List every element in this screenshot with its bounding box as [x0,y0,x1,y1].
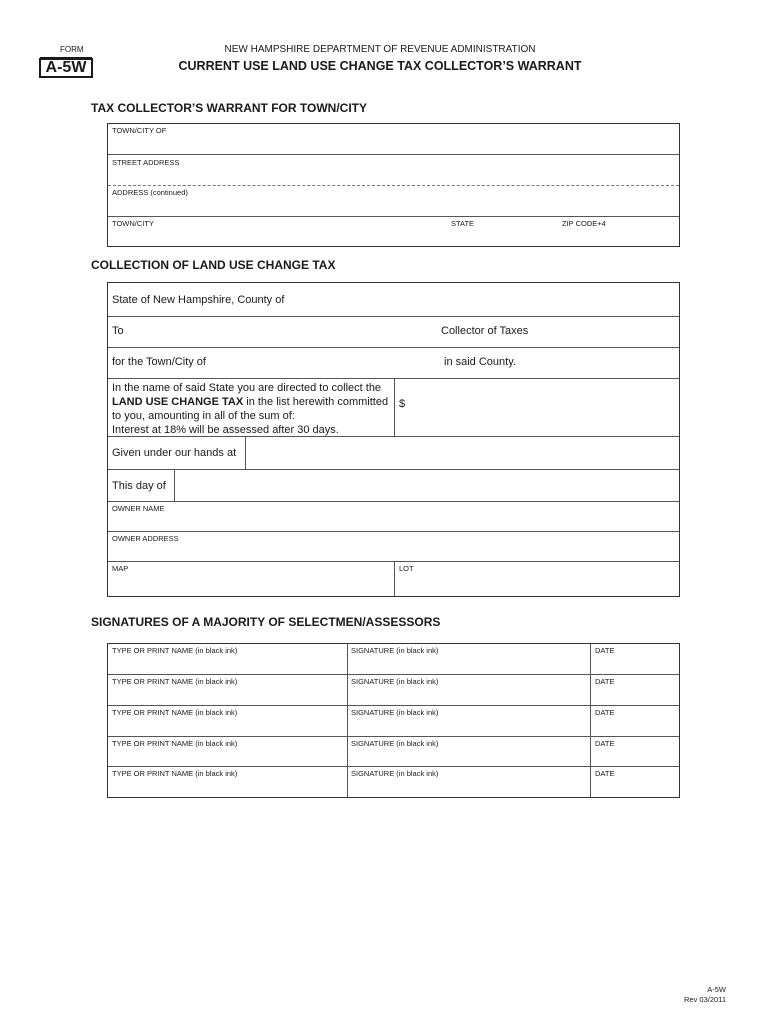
to-label: To [112,325,124,337]
state-county-label: State of New Hampshire, County of [112,294,285,306]
given-under-field[interactable] [246,437,679,469]
print-name-field[interactable] [108,706,347,736]
address-continued-field[interactable] [108,186,679,217]
date-label: DATE [595,677,615,686]
directive-line-2-rest: in the list herewith committed [243,396,389,408]
given-under-row [108,437,679,470]
town-city-of-label: TOWN/CITY OF [112,126,167,135]
section-heading-collection: COLLECTION OF LAND USE CHANGE TAX [91,258,336,272]
print-name-field[interactable] [108,767,347,797]
this-day-label: This day of [112,480,166,492]
directive-line-3: to you, amounting in all of the sum of: [112,410,295,422]
date-field[interactable] [591,706,679,736]
date-field[interactable] [591,675,679,705]
signature-label: SIGNATURE (in black ink) [351,677,439,686]
date-label: DATE [595,739,615,748]
collector-field[interactable] [108,317,679,348]
signature-field[interactable] [348,767,590,797]
print-name-label: TYPE OR PRINT NAME (in black ink) [112,677,238,686]
tax-amount-field[interactable] [395,379,679,436]
owner-address-label: OWNER ADDRESS [112,534,179,543]
directive-line-4: Interest at 18% will be assessed after 30 days. [112,424,339,436]
signature-field[interactable] [348,737,590,766]
town-city-label: TOWN/CITY [112,219,154,228]
date-label: DATE [595,708,615,717]
print-name-label: TYPE OR PRINT NAME (in black ink) [112,646,238,655]
department-name: NEW HAMPSHIRE DEPARTMENT OF REVENUE ADMINISTRATION [224,44,536,55]
signature-label: SIGNATURE (in black ink) [351,708,439,717]
for-town-label: for the Town/City of [112,356,206,368]
town-city-of-field[interactable] [108,124,679,155]
town-city-box [107,123,680,247]
address-continued-label: ADDRESS (continued) [112,188,188,197]
print-name-label: TYPE OR PRINT NAME (in black ink) [112,739,238,748]
signature-field[interactable] [348,706,590,736]
street-address-field[interactable] [108,155,679,186]
date-field[interactable] [591,767,679,797]
signature-field[interactable] [348,644,590,674]
print-name-field[interactable] [108,737,347,766]
zip-code-label: ZIP CODE+4 [562,219,606,228]
signatures-box [107,643,680,798]
signature-label: SIGNATURE (in black ink) [351,646,439,655]
signature-row [108,767,679,797]
owner-name-label: OWNER NAME [112,504,165,513]
footer-revision: Rev 03/2011 [684,995,726,1004]
owner-address-field[interactable] [108,532,679,562]
form-number-badge: A-5W [39,58,93,78]
page-title: CURRENT USE LAND USE CHANGE TAX COLLECTOR’S WARRANT [178,59,582,73]
footer-form-number: A-5W [707,985,726,994]
dollar-sign: $ [399,398,406,410]
this-day-field[interactable] [175,470,679,501]
date-label: DATE [595,646,615,655]
in-said-county-label: in said County. [444,356,516,368]
town-county-field[interactable] [108,348,679,379]
section-heading-signatures: SIGNATURES OF A MAJORITY OF SELECTMEN/ASSESSORS [91,615,441,629]
date-field[interactable] [591,644,679,674]
lot-field[interactable] [395,562,679,596]
map-lot-row [108,562,679,596]
land-use-change-tax-emphasis: LAND USE CHANGE TAX [112,396,244,408]
print-name-field[interactable] [108,675,347,705]
street-address-label: STREET ADDRESS [112,158,180,167]
signature-row [108,644,679,675]
signature-label: SIGNATURE (in black ink) [351,769,439,778]
directive-row [108,379,679,437]
signature-label: SIGNATURE (in black ink) [351,739,439,748]
print-name-label: TYPE OR PRINT NAME (in black ink) [112,708,238,717]
this-day-row [108,470,679,502]
map-field[interactable] [108,562,394,596]
collection-box [107,282,680,597]
date-label: DATE [595,769,615,778]
print-name-field[interactable] [108,644,347,674]
given-under-label: Given under our hands at [112,447,237,459]
owner-name-field[interactable] [108,502,679,532]
section-heading-town-city: TAX COLLECTOR’S WARRANT FOR TOWN/CITY [91,101,367,115]
date-field[interactable] [591,737,679,766]
directive-line-2 [112,395,396,409]
form-label: FORM [60,45,84,54]
county-field[interactable] [108,283,679,317]
signature-row [108,706,679,737]
collector-of-taxes-label: Collector of Taxes [441,325,529,337]
signature-row [108,675,679,706]
directive-text [112,381,396,437]
print-name-label: TYPE OR PRINT NAME (in black ink) [112,769,238,778]
state-label: STATE [451,219,475,228]
lot-label: LOT [399,564,414,573]
signature-row [108,737,679,767]
signature-field[interactable] [348,675,590,705]
map-label: MAP [112,564,129,573]
town-city-state-zip-row [108,217,679,247]
directive-line-1: In the name of said State you are directed to collect the [112,382,382,394]
